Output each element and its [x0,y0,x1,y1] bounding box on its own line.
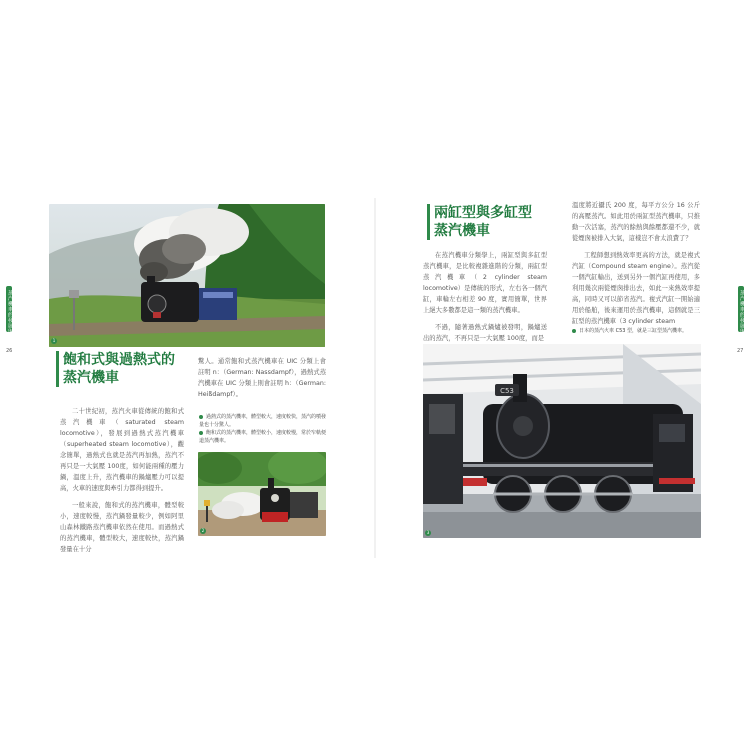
right-body-column-2 [572,200,700,333]
steam-train-smoke-photo [49,204,325,347]
left-paragraph-1: 二十世紀初，蒸汽火車從傳統的飽和式蒸汽機車（saturated steam locomotive），發展到過熱式蒸汽機車（superheated steam locomotive），觀念簡單，過熱式也就是蒸汽再加熱，蒸汽不再只是一大氣壓 100度，如何能兩種的壓力鍋，溫度上升，蒸汽機車的鍋爐壓力可以提高，火車的速度與牽引力都得到提升。 [60,408,184,492]
left-side-tab-text: 蒸汽機車的發展與演進 [7,290,13,345]
left-caption-2-text: 飽和式的蒸汽機車，體型較小，速度較慢，常於窄軌便道蒸汽機車。 [199,430,327,444]
right-paragraph-2: 不過，隨著過熱式鍋爐被發明，鍋爐送出的蒸汽，不再只是一大氣壓 100度，而是 [423,324,547,342]
left-paragraph-3: 驚人。通常飽和式蒸汽機車在 UIC 分類上會註明 n：（German: Nassdampf），過熱式蒸汽機車在 UIC 分類上則會註明 h：（German: Heißdampf）。 [198,358,326,398]
narrow-gauge-loco-photo [198,452,326,536]
photo-1-badge: 1 [52,338,56,343]
right-caption-text: 日本的蒸汽火車 C53 型，就是三缸型蒸汽機車。 [579,328,688,334]
right-section-heading [427,204,532,240]
left-caption-2 [199,430,327,445]
left-heading-line2: 蒸汽機車 [63,370,119,386]
photo-3-badge: 3 [426,530,430,535]
book-gutter [374,198,376,558]
right-paragraph-3: 溫度將近攝氏 200 度，每平方公分 16 公斤的高壓蒸汽。如此用於兩缸型蒸汽機車，只推動一次活塞，蒸汽的餘熱與餘壓都還不少，就從煙囪被排入大氣，這樣豈不會太浪費了？ [572,202,700,242]
left-body-column-1 [60,406,184,561]
locomotive-number-plate: C53 [500,387,514,395]
c53-locomotive-photo [423,344,701,538]
caption-bullet-icon [572,329,576,333]
photo-2-badge: 2 [201,528,205,533]
left-heading-line1: 飽和式與過熱式的 [63,352,175,368]
right-paragraph-4: 工程師想到熱效率更高的方法，就是複式汽缸（Compound steam engine）。蒸汽從一個汽缸輸出，送到另外一個汽缸再使用，多利用幾次兩從煙囪排出去，如此一來熱效率提高，同時又可以節省蒸汽。複式汽缸一開始適用於船舶，後來運用於蒸汽機車，這個就是三缸型的蒸汽機車（3 cylinder steam [572,252,700,325]
left-page-number: 26 [6,348,13,354]
right-body-column-1 [423,250,547,350]
right-page [375,198,750,558]
right-heading-line1: 兩缸型與多缸型 [434,205,532,221]
left-paragraph-2: 一般來說，飽和式的蒸汽機車，體型較小，速度較慢，蒸汽鍋發量較少，例如阿里山森林鐵路蒸汽機車依然在使用。而過熱式的蒸汽機車，體型較大，速度較快，蒸汽鍋發量在十分 [60,502,184,553]
caption-bullet-icon [199,415,203,419]
left-body-column-2 [198,356,326,406]
caption-bullet-icon [199,431,203,435]
right-heading-line2: 蒸汽機車 [434,223,490,239]
left-caption-1 [199,414,327,429]
left-section-heading [56,351,175,387]
left-caption-1-text: 過熱式的蒸汽機車，體型較大，速度較快，蒸汽的噴發量也十分驚人。 [199,414,327,428]
right-caption [572,328,700,336]
left-page [0,198,375,558]
right-page-number: 27 [737,348,744,354]
right-side-tab-text: 蒸汽機車的發展與演進 [739,290,745,345]
right-paragraph-1: 在蒸汽機車分類學上，兩缸型與多缸型蒸汽機車，是比較複雜進階的分類，兩缸型蒸汽機車（2 cylinder steam locomotive）是傳統的形式，左右各一個汽缸，車輪左右相差 90 度，實用簡單，世界上絕大多數都是這一類的蒸汽機車。 [423,252,547,314]
